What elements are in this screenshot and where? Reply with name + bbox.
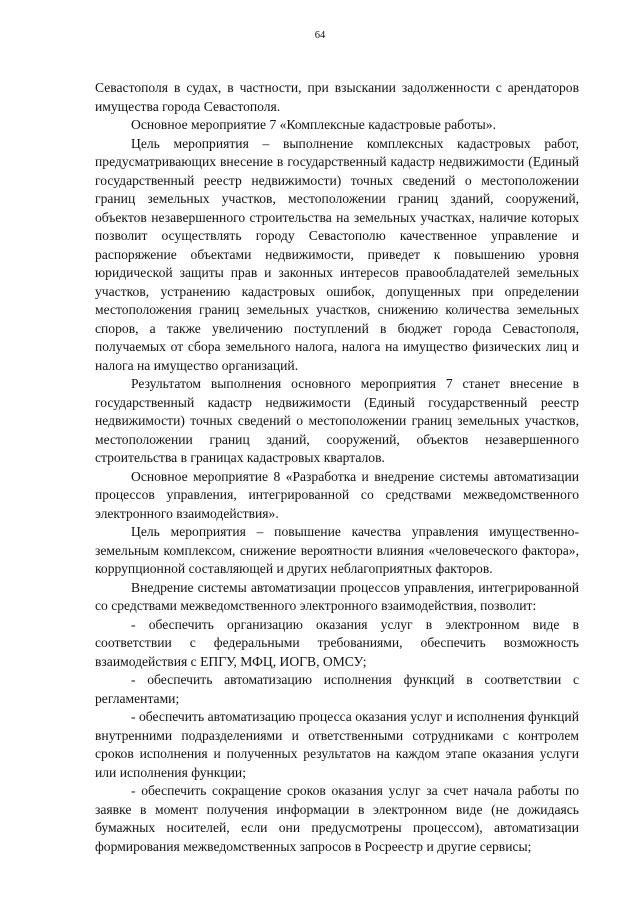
- list-item-process-automation: - обеспечить автоматизацию процесса оказания услуг и исполнения функций внутренними подразделениями и ответственными сотрудниками с контролем сроков исполнения и полученных результатов на каждом этапе оказания услуги или исполнения функции;: [95, 709, 579, 780]
- document-body: [95, 79, 579, 856]
- paragraph-measure-8-heading: Основное мероприятие 8 «Разработка и внедрение системы автоматизации процессов управления, интегрированной со средствами межведомственного электронного взаимодействия».: [95, 468, 579, 521]
- paragraph-measure-7-result: Результатом выполнения основного мероприятия 7 станет внесение в государственный кадастр недвижимости (Единый государственный реестр недвижимости) точных сведений о местоположении границ земельных участков, местоположении границ зданий, сооружений, объектов незавершенного строительства в границах кадастровых кварталов.: [95, 376, 579, 465]
- paragraph-measure-7-heading: Основное мероприятие 7 «Комплексные кадастровые работы».: [131, 117, 496, 132]
- list-item-function-automation: - обеспечить автоматизацию исполнения функций в соответствии с регламентами;: [95, 672, 579, 706]
- list-item-electronic-services: - обеспечить организацию оказания услуг в электронном виде в соответствии с федеральными требованиями, обеспечить возможность взаимодействия с ЕПГУ, МФЦ, ИОГВ, ОМСУ;: [95, 616, 579, 669]
- paragraph-continuation: Севастополя в судах, в частности, при взыскании задолженности с арендаторов имущества города Севастополя.: [95, 80, 579, 114]
- paragraph-system-intro: Внедрение системы автоматизации процессов управления, интегрированной со средствами межведомственного электронного взаимодействия, позволит:: [95, 579, 579, 613]
- paragraph-measure-7-goal: Цель мероприятия – выполнение комплексных кадастровых работ, предусматривающих внесение в государственный кадастр недвижимости (Единый государственный реестр недвижимости) точных сведений о местоположении границ земельных участков, местоположении границ зданий, сооружений, объектов незавершенного строительства на земельных участках, наличие которых позволит осуществлять городу Севастополю качественное управление и распоряжение объектами недвижимости, приведет к повышению уровня юридической защиты прав и законных интересов правообладателей земельных участков, устранению кадастровых ошибок, допущенных при определении местоположения границ земельных участков, снижению количества земельных споров, а также увеличению поступлений в бюджет города Севастополя, получаемых от сбора земельного налога, налога на имущество физических лиц и налога на имущество организаций.: [95, 135, 579, 373]
- list-item-time-reduction: - обеспечить сокращение сроков оказания услуг за счет начала работы по заявке в момент получения информации в электронном виде (не дожидаясь бумажных носителей, если они предусмотрены процессом), автоматизации формирования межведомственных запросов в Росреестр и другие сервисы;: [95, 783, 579, 854]
- page-number: 64: [314, 30, 326, 41]
- paragraph-measure-8-goal: Цель мероприятия – повышение качества управления имущественно-земельным комплексом, снижение вероятности влияния «человеческого фактора», коррупционной составляющей и других неблагоприятных факторов.: [95, 524, 579, 576]
